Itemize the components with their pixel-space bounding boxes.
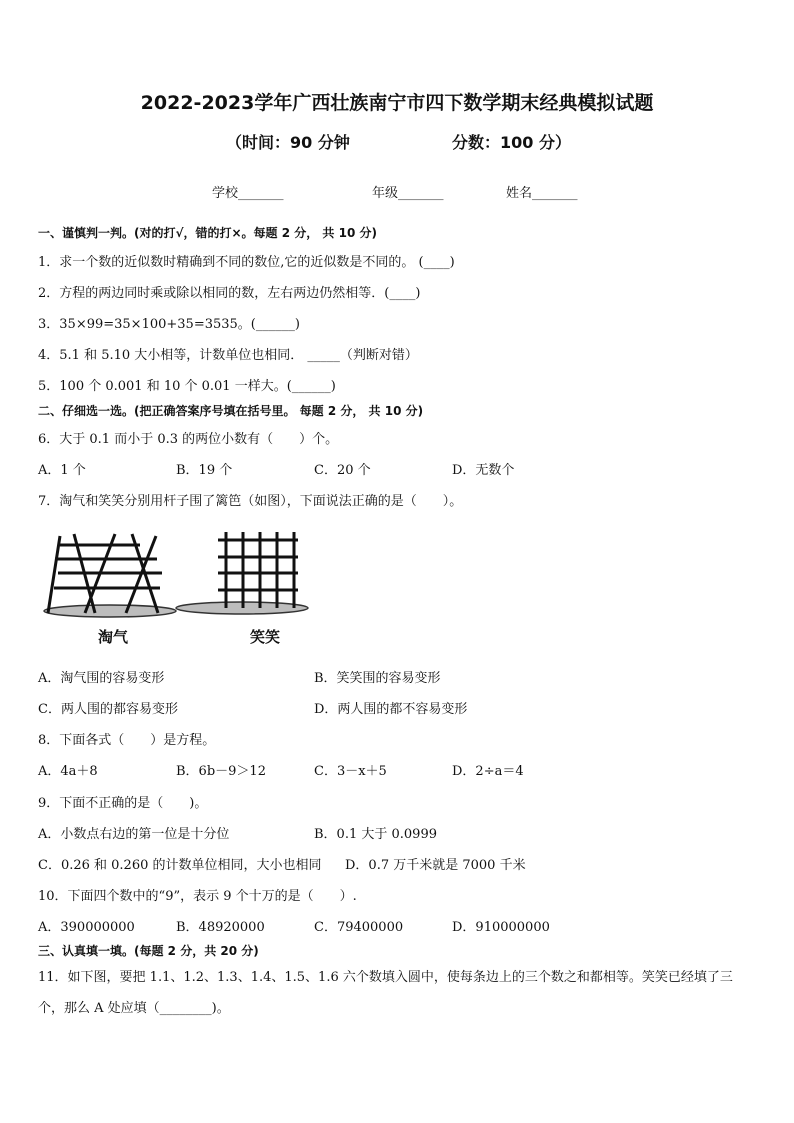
q10-option-d: D．910000000 — [452, 920, 550, 935]
xiaoxiao-label: 笑笑 — [250, 628, 281, 646]
exam-score: 分数：100 分） — [452, 133, 571, 152]
q7-option-a: A．淘气围的容易变形 — [38, 671, 165, 686]
question-6: 6．大于 0.1 而小于 0.3 的两位小数有（ ）个。 — [38, 432, 339, 447]
q10-option-b: B．48920000 — [176, 920, 265, 935]
q6-option-a: A．1 个 — [38, 463, 86, 478]
q6-option-b: B．19 个 — [176, 463, 233, 478]
q6-option-d: D．无数个 — [452, 463, 515, 478]
school-field: 学校_______ — [212, 186, 284, 201]
q8-option-d: D．2÷a＝4 — [452, 764, 524, 779]
q9-option-c: C．0.26 和 0.260 的计数单位相同，大小也相同 — [38, 858, 322, 873]
q7-option-b: B．笑笑围的容易变形 — [314, 671, 441, 686]
question-10: 10．下面四个数中的“9”，表示 9 个十万的是（ ）. — [38, 889, 357, 904]
fence-figure — [40, 528, 340, 650]
q10-option-a: A．390000000 — [38, 920, 135, 935]
exam-time: （时间：90 分钟 — [226, 133, 350, 152]
question-5: 5．100 个 0.001 和 10 个 0.01 一样大。(______) — [38, 379, 336, 394]
q9-option-a: A．小数点右边的第一位是十分位 — [38, 827, 230, 842]
q9-option-b: B．0.1 大于 0.0999 — [314, 827, 437, 842]
q8-option-c: C．3－x＋5 — [314, 764, 387, 779]
question-1: 1．求一个数的近似数时精确到不同的数位,它的近似数是不同的。 (____) — [38, 255, 455, 270]
xiaoxiao-fence — [176, 532, 308, 614]
taoqi-fence — [44, 534, 176, 617]
q7-option-d: D．两人围的都不容易变形 — [314, 702, 468, 717]
q8-option-b: B．6b－9＞12 — [176, 764, 266, 779]
question-3: 3．35×99=35×100+35=3535。(______) — [38, 317, 300, 332]
section-2-heading: 二、仔细选一选。(把正确答案序号填在括号里。 每题 2 分， 共 10 分) — [38, 404, 424, 418]
name-field: 姓名_______ — [506, 186, 578, 201]
q10-option-c: C．79400000 — [314, 920, 404, 935]
taoqi-label: 淘气 — [98, 628, 129, 646]
page-title: 2022-2023学年广西壮族南宁市四下数学期末经典模拟试题 — [140, 92, 654, 114]
question-11: 11．如下图，要把 1.1、1.2、1.3、1.4、1.5、1.6 六个数填入圆中，使每条边上的三个数之和都相等。笑笑已经填了三个，那么 A 处应填（________)。 — [38, 970, 733, 1016]
question-8: 8．下面各式（ ）是方程。 — [38, 733, 216, 748]
q8-option-a: A．4a＋8 — [38, 764, 98, 779]
question-2: 2．方程的两边同时乘或除以相同的数，左右两边仍然相等．(____) — [38, 286, 421, 301]
section-3-heading: 三、认真填一填。(每题 2 分，共 20 分) — [38, 944, 259, 958]
q6-option-c: C．20 个 — [314, 463, 371, 478]
question-7: 7．淘气和笑笑分别用杆子围了篱笆（如图），下面说法正确的是（ ）。 — [38, 494, 463, 509]
q7-option-c: C．两人围的都容易变形 — [38, 702, 178, 717]
question-9: 9．下面不正确的是（ )。 — [38, 796, 208, 811]
question-4: 4．5.1 和 5.10 大小相等，计数单位也相同． _____（判断对错） — [38, 348, 418, 363]
q9-option-d: D．0.7 万千米就是 7000 千米 — [345, 858, 526, 873]
section-1-heading: 一、谨慎判一判。(对的打√，错的打×。每题 2 分， 共 10 分) — [38, 226, 377, 240]
grade-field: 年级_______ — [372, 186, 444, 201]
